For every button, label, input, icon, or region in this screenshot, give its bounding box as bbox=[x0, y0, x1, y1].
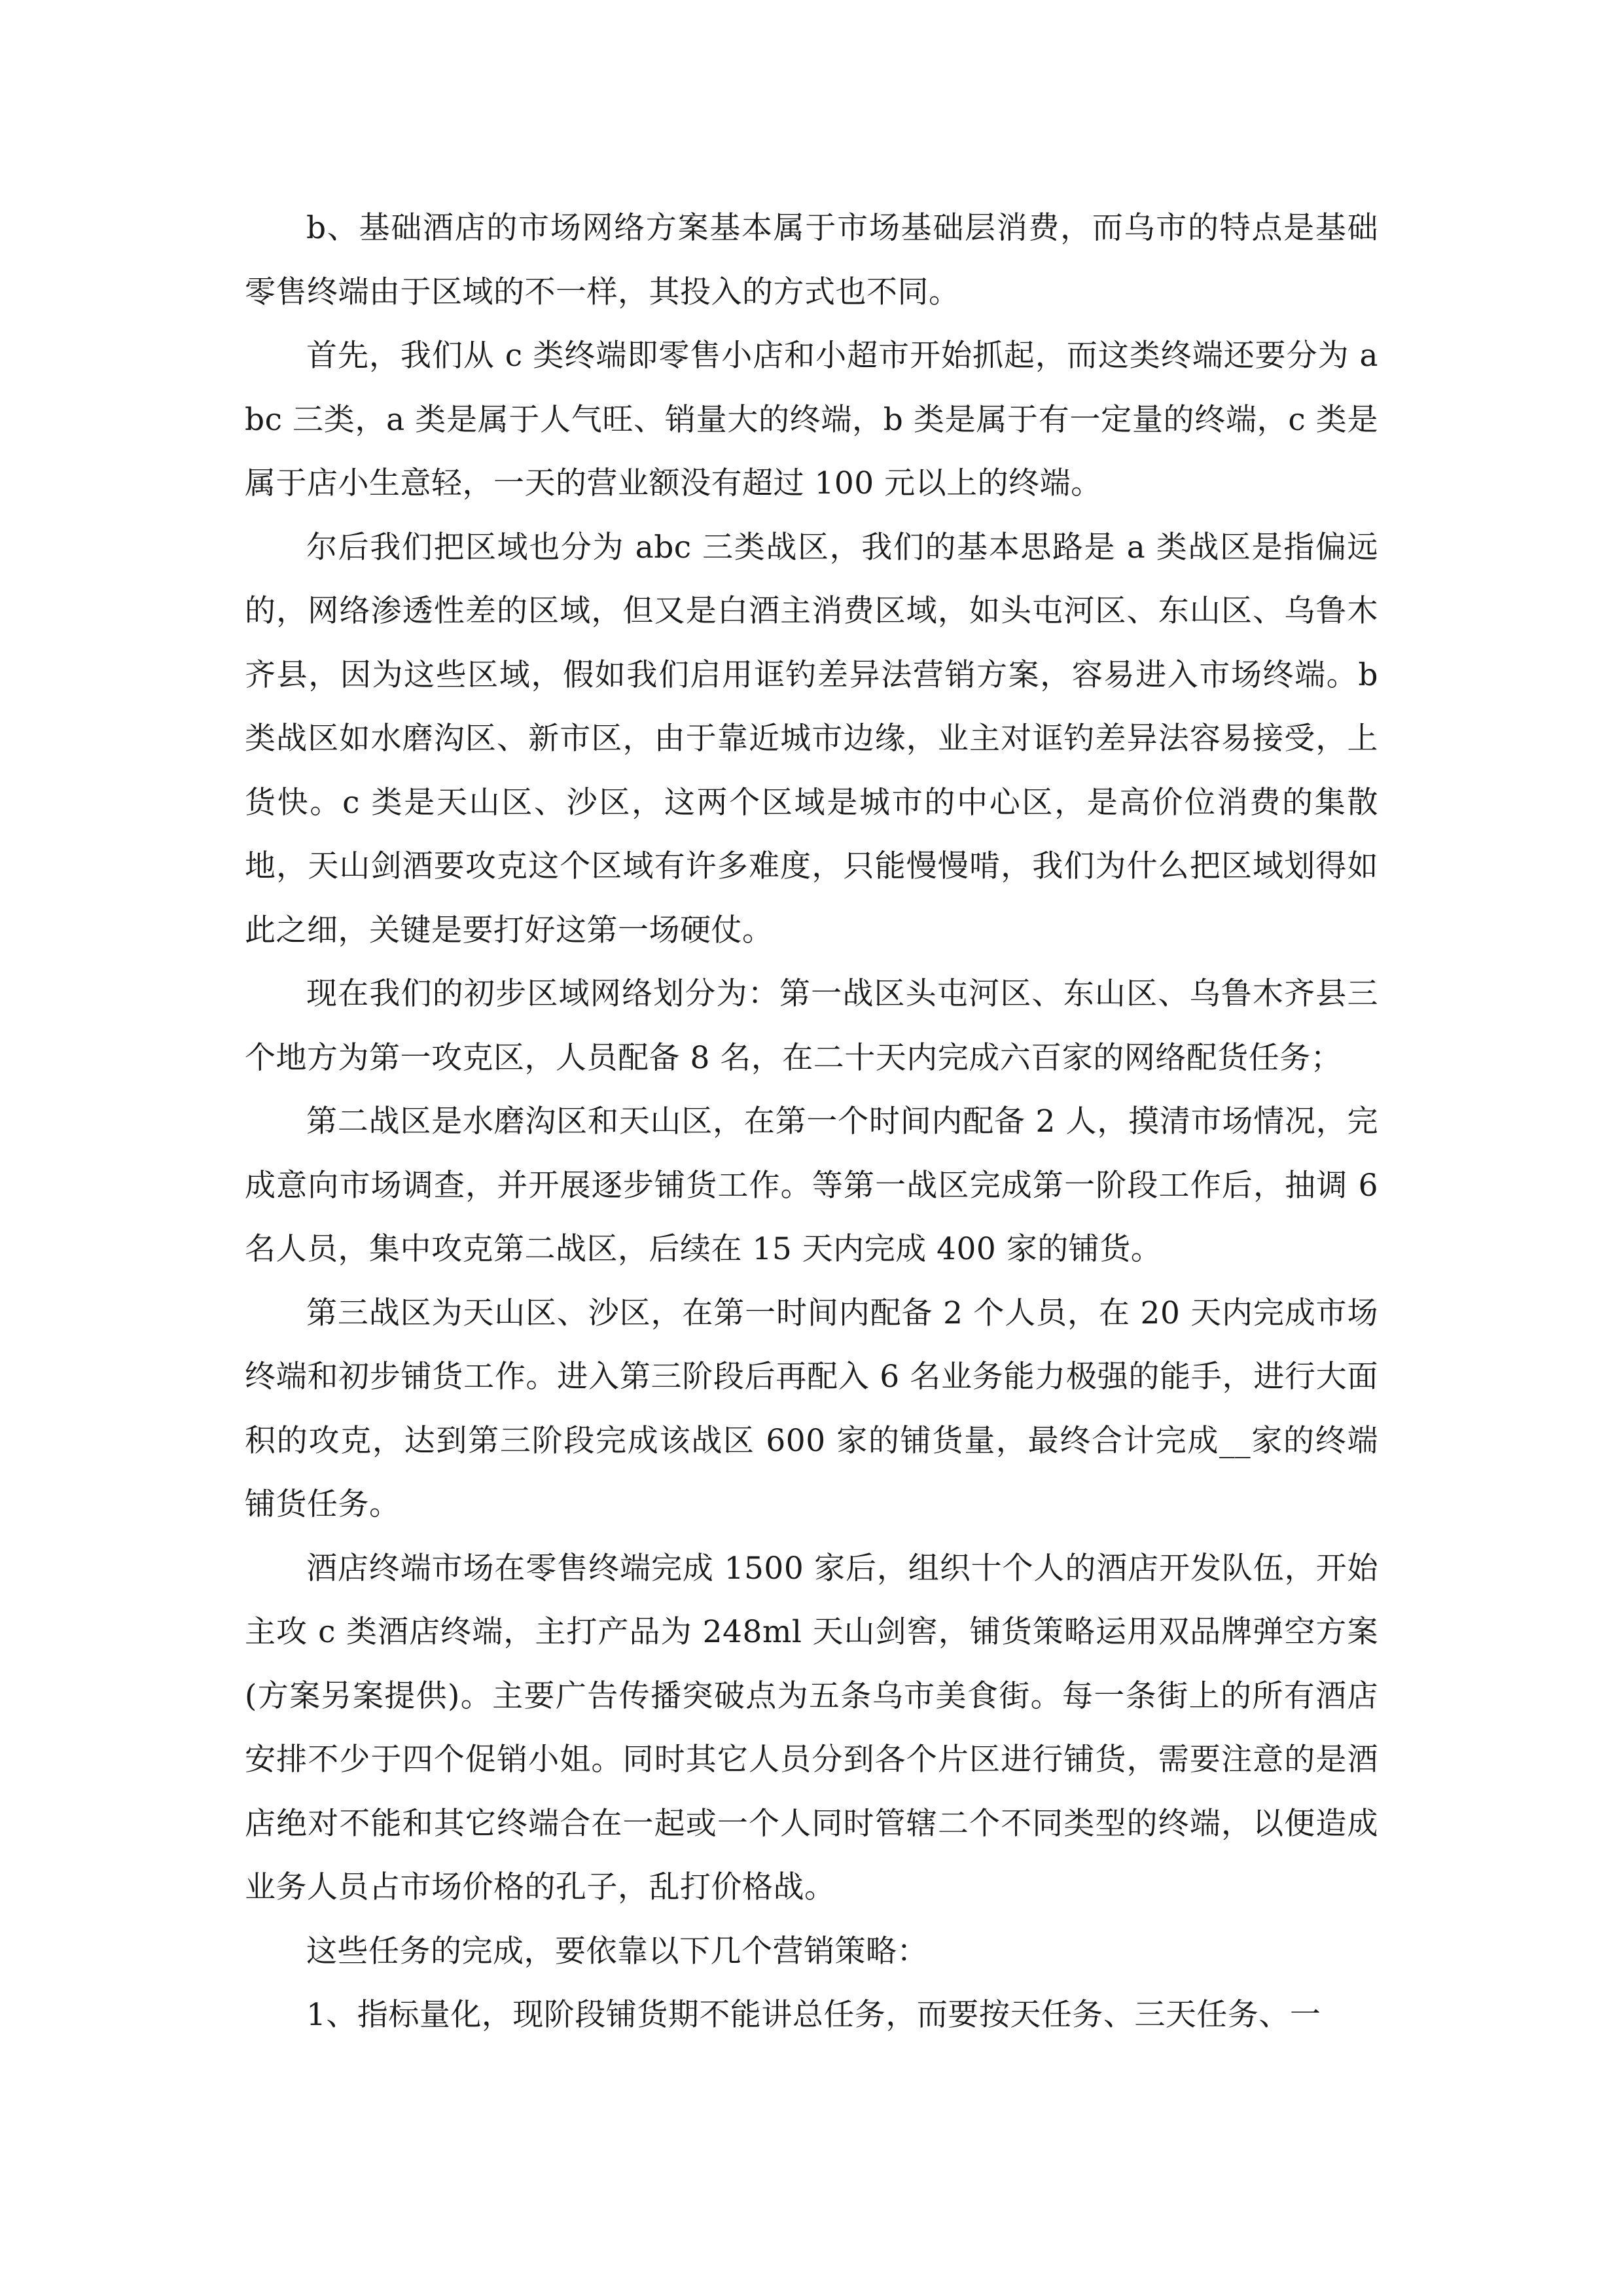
document-body bbox=[245, 196, 1378, 2047]
paragraph: b、基础酒店的市场网络方案基本属于市场基础层消费，而乌市的特点是基础零售终端由于区域的不一样，其投入的方式也不同。 bbox=[245, 210, 1378, 310]
paragraph: 第二战区是水磨沟区和天山区，在第一个时间内配备 2 人，摸清市场情况，完成意向市场调查，并开展逐步铺货工作。等第一战区完成第一阶段工作后，抽调 6 名人员，集中攻克第二战区，后续在 15 天内完成 400 家的铺货。 bbox=[245, 1103, 1378, 1267]
paragraph: 酒店终端市场在零售终端完成 1500 家后，组织十个人的酒店开发队伍，开始主攻 c 类酒店终端，主打产品为 248ml 天山剑窖，铺货策略运用双品牌弹空方案(方案另案提供)。主要广告传播突破点为五条乌市美食街。每一条街上的所有酒店安排不少于四个促销小姐。同时其它人员分到各个片区进行铺货，需要注意的是酒店绝对不能和其它终端合在一起或一个人同时管辖二个不同类型的终端，以便造成业务人员占市场价格的孔子，乱打价格战。 bbox=[245, 1550, 1378, 1905]
paragraph: 1、指标量化，现阶段铺货期不能讲总任务，而要按天任务、三天任务、一 bbox=[306, 1997, 1321, 2033]
paragraph: 这些任务的完成，要依靠以下几个营销策略： bbox=[306, 1933, 928, 1969]
paragraph: 现在我们的初步区域网络划分为：第一战区头屯河区、东山区、乌鲁木齐县三个地方为第一攻克区，人员配备 8 名，在二十天内完成六百家的网络配货任务； bbox=[245, 976, 1378, 1076]
paragraph: 尔后我们把区域也分为 abc 三类战区，我们的基本思路是 a 类战区是指偏远的，网络渗透性差的区域，但又是白酒主消费区域，如头屯河区、东山区、乌鲁木齐县，因为这些区域，假如我们启用诓钓差异法营销方案，容易进入市场终端。b 类战区如水磨沟区、新市区，由于靠近城市边缘，业主对诓钓差异法容易接受，上货快。c 类是天山区、沙区，这两个区域是城市的中心区，是高价位消费的集散地，天山剑酒要攻克这个区域有许多难度，只能慢慢啃，我们为什么把区域划得如此之细，关键是要打好这第一场硬仗。 bbox=[245, 529, 1378, 948]
paragraph: 首先，我们从 c 类终端即零售小店和小超市开始抓起，而这类终端还要分为 abc 三类，a 类是属于人气旺、销量大的终端，b 类是属于有一定量的终端，c 类是属于店小生意轻，一天的营业额没有超过 100 元以上的终端。 bbox=[245, 338, 1378, 501]
paragraph: 第三战区为天山区、沙区，在第一时间内配备 2 个人员，在 20 天内完成市场终端和初步铺货工作。进入第三阶段后再配入 6 名业务能力极强的能手，进行大面积的攻克，达到第三阶段完成该战区 600 家的铺货量，最终合计完成__家的终端铺货任务。 bbox=[245, 1295, 1378, 1522]
